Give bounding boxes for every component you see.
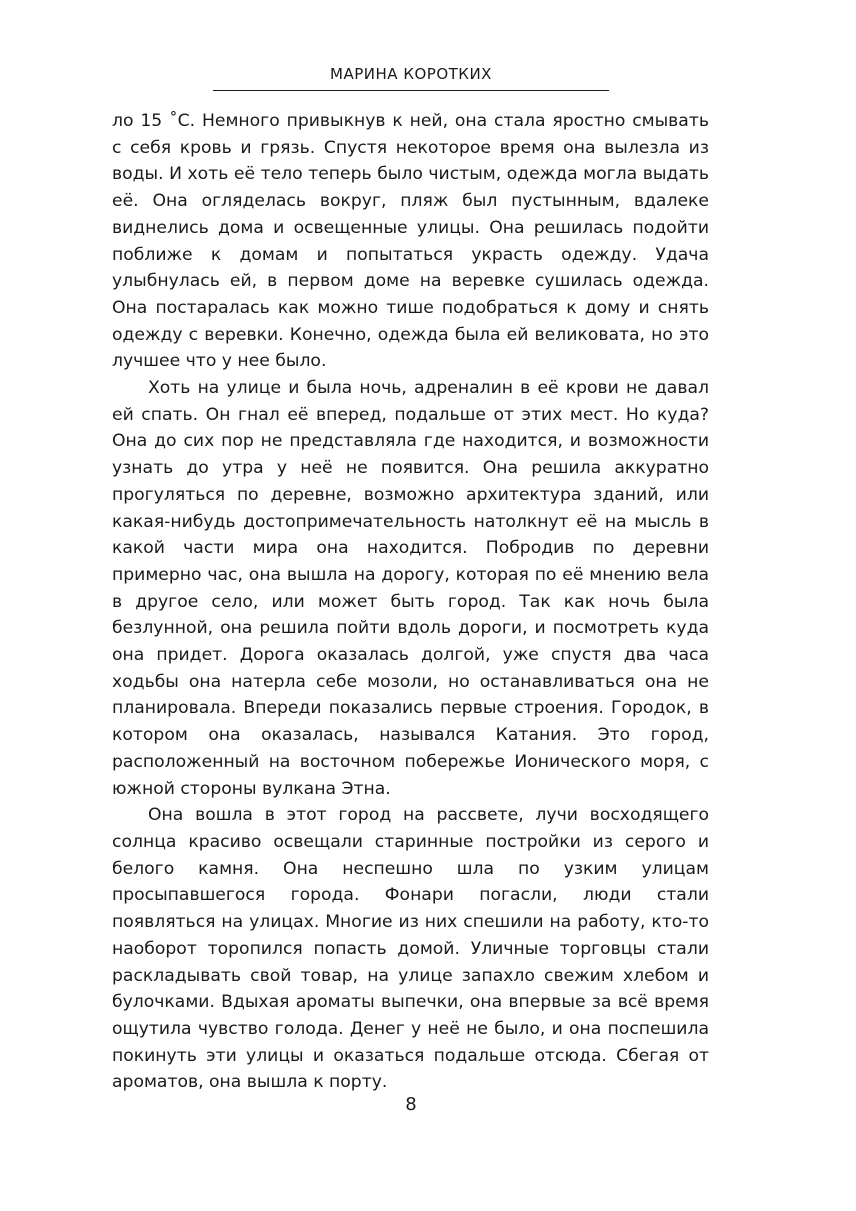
paragraph-3: Она вошла в этот город на рассвете, лучи восходящего солнца красиво освещали старинные постройки из серого и белого камня. Она неспешно шла по узким улицам просыпавшегося города. Фонари погасли, люди стали появляться на улицах. Многие из них спешили на работу, кто-то наоборот торопился попасть домой. Уличные торговцы стали раскладывать свой товар, на улице запахло свежим хлебом и булочками. Вдыхая ароматы выпечки, она впервые за всё время ощутила чувство голода. Денег у неё не было, и она поспешила покинуть эти улицы и оказаться подальше отсюда. Сбегая от ароматов, она вышла к порту. (112, 805, 709, 1093)
running-header-author: МАРИНА КОРОТКИХ (330, 65, 492, 83)
paragraph-2: Хоть на улице и была ночь, адреналин в её крови не давал ей спать. Он гнал её вперед, подальше от этих мест. Но куда? Она до сих пор не представляла где находится, и возможности узнать до утра у неё не появится. Она решила аккуратно прогуляться по деревне, возможно архитектура зданий, или какая-нибудь достопримечательность натолкнут её на мысль в какой части мира она находится. Побродив по деревни примерно час, она вышла на дорогу, которая по её мнению вела в другое село, или может быть город. Так как ночь была безлунной, она решила пойти вдоль дороги, и посмотреть куда она придет. Дорога оказалась долгой, уже спустя два часа ходьбы она натерла себе мозоли, но останавливаться она не планировала. Впереди показались первые строения. Городок, в котором она оказалась, назывался Катания. Это город, расположенный на восточном побережье Ионического моря, с южной стороны вулкана Этна. (112, 378, 709, 799)
header-rule (213, 90, 609, 91)
body-text (112, 108, 709, 1096)
page-number: 8 (405, 1094, 417, 1115)
paragraph-1: ло 15 ˚С. Немного привыкнув к ней, она стала яростно смывать с себя кровь и грязь. Спустя некоторое время она вылезла из воды. И хоть её тело теперь было чистым, одежда могла выдать её. Она огляделась вокруг, пляж был пустынным, вдалеке виднелись дома и освещенные улицы. Она решилась подойти поближе к домам и попытаться украсть одежду. Удача улыбнулась ей, в первом доме на веревке сушилась одежда. Она постаралась как можно тише подобраться к дому и снять одежду с веревки. Конечно, одежда была ей великовата, но это лучшее что у нее было. (112, 111, 709, 372)
